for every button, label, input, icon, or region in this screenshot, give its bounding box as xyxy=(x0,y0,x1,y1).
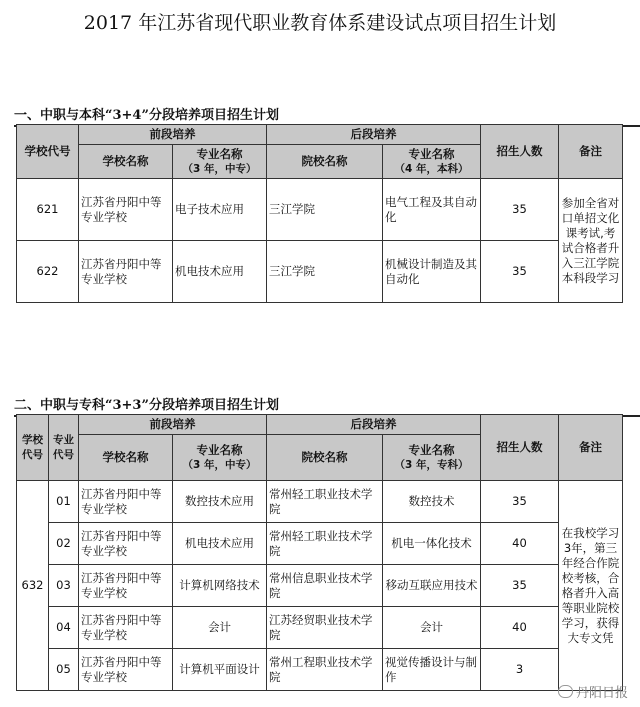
table-row xyxy=(17,607,623,649)
cell-major: 会计 xyxy=(173,607,267,649)
header-major-front xyxy=(173,435,267,481)
cell-major2: 电气工程及其自动化 xyxy=(383,179,481,241)
cell-note: 参加全省对口单招文化课考试,考试合格者升入三江学院本科段学习 xyxy=(559,179,623,303)
cell-count: 40 xyxy=(481,523,559,565)
cell-code: 03 xyxy=(49,565,79,607)
cell-code: 02 xyxy=(49,523,79,565)
cell-major2: 机械设计制造及其自动化 xyxy=(383,241,481,303)
header-major-code: 专业代号 xyxy=(49,415,79,481)
cell-code: 05 xyxy=(49,649,79,691)
header-back: 后段培养 xyxy=(267,415,481,435)
cell-school: 江苏省丹阳中等专业学校 xyxy=(79,607,173,649)
header-major-back-sub: （3 年，专科） xyxy=(394,458,469,471)
section1-heading: 一、中职与本科“3+4”分段培养项目招生计划 xyxy=(14,104,279,123)
cell-code: 622 xyxy=(17,241,79,303)
cell-college: 常州轻工职业技术学院 xyxy=(267,481,383,523)
cell-major: 机电技术应用 xyxy=(173,241,267,303)
page-title: 2017 年江苏省现代职业教育体系建设试点项目招生计划 xyxy=(83,12,557,34)
cell-note: 在我校学习3年，第三年经合作院校考核，合格者升入高等职业院校学习，获得大专文凭 xyxy=(559,481,623,691)
header-enroll: 招生人数 xyxy=(481,125,559,179)
cell-major: 计算机平面设计 xyxy=(173,649,267,691)
cell-school-code: 632 xyxy=(17,481,49,691)
cell-college: 江苏经贸职业技术学院 xyxy=(267,607,383,649)
cell-major2: 视觉传播设计与制作 xyxy=(383,649,481,691)
cell-major: 数控技术应用 xyxy=(173,481,267,523)
cell-code: 621 xyxy=(17,179,79,241)
header-front: 前段培养 xyxy=(79,125,267,145)
cell-count: 35 xyxy=(481,179,559,241)
header-school-name: 学校名称 xyxy=(79,435,173,481)
cell-count: 35 xyxy=(481,565,559,607)
table-row xyxy=(17,565,623,607)
cell-count: 3 xyxy=(481,649,559,691)
header-school-code: 学校代号 xyxy=(17,125,79,179)
header-college-name: 院校名称 xyxy=(267,435,383,481)
cell-school: 江苏省丹阳中等专业学校 xyxy=(79,565,173,607)
cell-major2: 会计 xyxy=(383,607,481,649)
wechat-icon xyxy=(558,685,573,698)
header-back: 后段培养 xyxy=(267,125,481,145)
header-major-front-sub: （3 年，中专） xyxy=(182,458,257,471)
cell-major2: 数控技术 xyxy=(383,481,481,523)
cell-college: 三江学院 xyxy=(267,179,383,241)
watermark-text: 丹阳日报 xyxy=(575,686,628,701)
table-3plus3 xyxy=(16,414,623,691)
cell-college: 常州信息职业技术学院 xyxy=(267,565,383,607)
header-major-back-sub: （4 年，本科） xyxy=(394,162,469,175)
cell-major2: 机电一体化技术 xyxy=(383,523,481,565)
cell-count: 40 xyxy=(481,607,559,649)
header-major-front xyxy=(173,145,267,179)
cell-school: 江苏省丹阳中等专业学校 xyxy=(79,481,173,523)
cell-school: 江苏省丹阳中等专业学校 xyxy=(79,649,173,691)
header-college-name: 院校名称 xyxy=(267,145,383,179)
table-row xyxy=(17,481,623,523)
cell-code: 04 xyxy=(49,607,79,649)
cell-school: 江苏省丹阳中等专业学校 xyxy=(79,241,173,303)
cell-major: 电子技术应用 xyxy=(173,179,267,241)
header-front: 前段培养 xyxy=(79,415,267,435)
cell-college: 常州轻工职业技术学院 xyxy=(267,523,383,565)
cell-code: 01 xyxy=(49,481,79,523)
header-major-back xyxy=(383,435,481,481)
cell-major: 机电技术应用 xyxy=(173,523,267,565)
header-major-back xyxy=(383,145,481,179)
cell-school: 江苏省丹阳中等专业学校 xyxy=(79,523,173,565)
watermark xyxy=(558,682,628,701)
header-major-name-back: 专业名称 xyxy=(408,442,455,457)
header-major-name-back: 专业名称 xyxy=(408,146,455,161)
header-major-front-sub: （3 年，中专） xyxy=(182,162,257,175)
cell-major: 计算机网络技术 xyxy=(173,565,267,607)
header-major-name: 专业名称 xyxy=(196,146,243,161)
cell-count: 35 xyxy=(481,481,559,523)
table-3plus4 xyxy=(16,124,623,303)
table-row xyxy=(17,523,623,565)
header-school-code: 学校代号 xyxy=(17,415,49,481)
table-row xyxy=(17,241,623,303)
cell-school: 江苏省丹阳中等专业学校 xyxy=(79,179,173,241)
table-row xyxy=(17,179,623,241)
header-school-name: 学校名称 xyxy=(79,145,173,179)
section2-heading: 二、中职与专科“3+3”分段培养项目招生计划 xyxy=(14,394,279,413)
cell-college: 常州工程职业技术学院 xyxy=(267,649,383,691)
header-note: 备注 xyxy=(559,125,623,179)
cell-count: 35 xyxy=(481,241,559,303)
cell-college: 三江学院 xyxy=(267,241,383,303)
header-major-name: 专业名称 xyxy=(196,442,243,457)
table-row xyxy=(17,649,623,691)
header-enroll: 招生人数 xyxy=(481,415,559,481)
cell-major2: 移动互联应用技术 xyxy=(383,565,481,607)
header-note: 备注 xyxy=(559,415,623,481)
